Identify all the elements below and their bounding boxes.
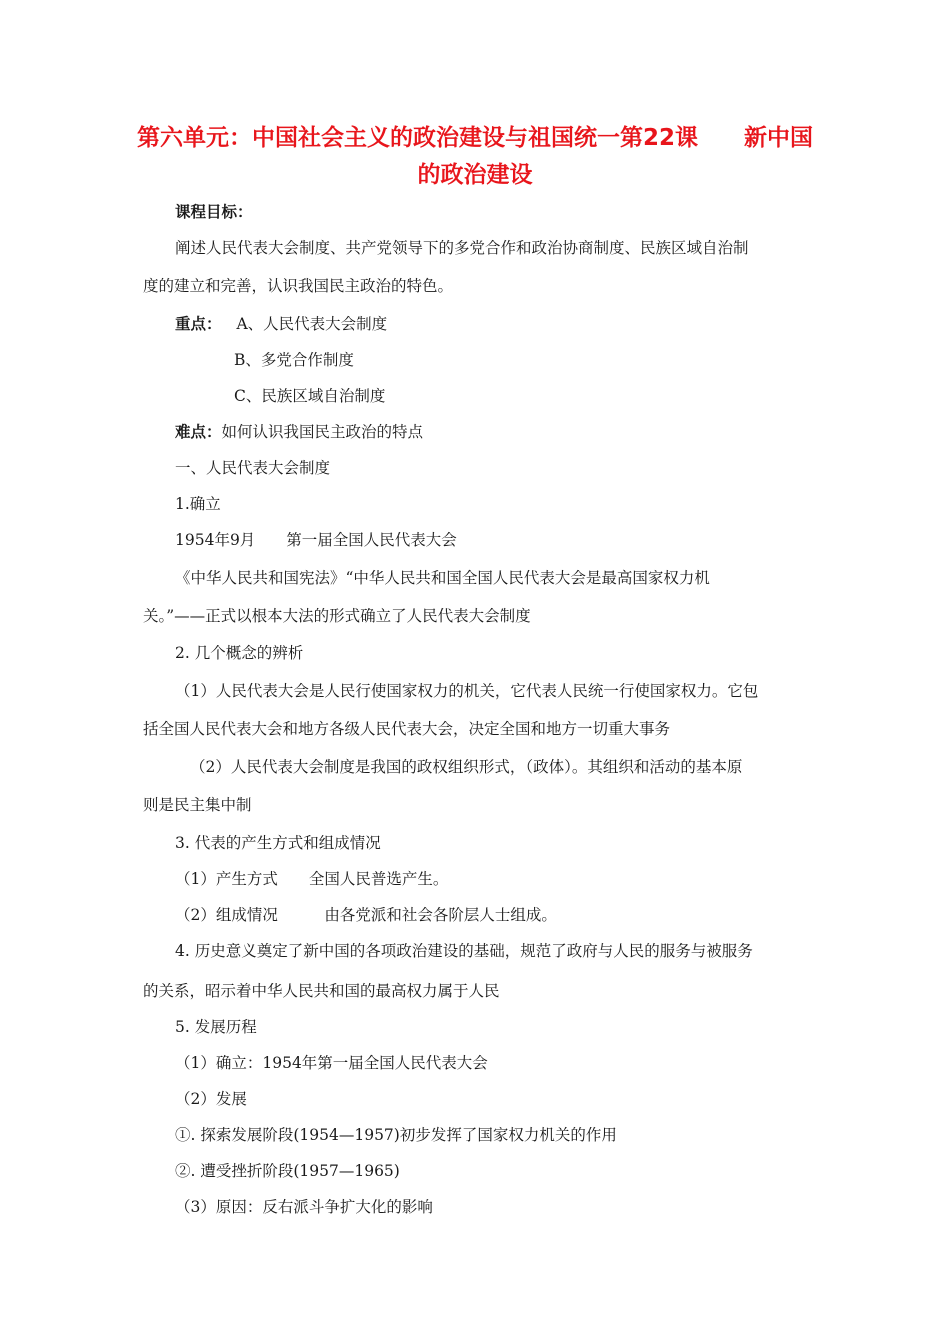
- concept-2-line-2: 则是民主集中制: [143, 796, 252, 814]
- development-establish: （1）确立：1954年第一届全国人民代表大会: [175, 1054, 488, 1072]
- constitution-text-1: 《中华人民共和国宪法》“中华人民共和国全国人民代表大会是最高国家权力机: [175, 569, 710, 587]
- key-label: 重点：: [175, 315, 222, 333]
- document-title-line-1: 第六单元：中国社会主义的政治建设与祖国统一第22课 新中国: [136, 125, 813, 151]
- concept-1-line-2: 括全国人民代表大会和地方各级人民代表大会，决定全国和地方一切重大事务: [143, 720, 671, 738]
- subsection-1-1: 1.确立: [175, 495, 221, 513]
- composition: （2）组成情况 由各党派和社会各阶层人士组成。: [175, 906, 557, 924]
- difficulty-label: 难点：: [175, 423, 222, 441]
- subsection-1-5: 5. 发展历程: [175, 1018, 257, 1036]
- development-stage-2: ②. 遭受挫折阶段(1957—1965): [175, 1162, 400, 1180]
- goal-text-line-1: 阐述人民代表大会制度、共产党领导下的多党合作和政治协商制度、民族区域自治制: [175, 239, 749, 257]
- subsection-1-2: 2. 几个概念的辨析: [175, 644, 304, 662]
- concept-2-line-1: （2）人民代表大会制度是我国的政权组织形式，（政体）。其组织和活动的基本原: [190, 758, 743, 776]
- document-title-line-2: 的政治建设: [417, 162, 533, 188]
- difficulty-text: 如何认识我国民主政治的特点: [221, 423, 424, 441]
- key-point-b: B、多党合作制度: [234, 351, 354, 369]
- development-label: （2）发展: [175, 1090, 247, 1108]
- establishment-date: 1954年9月 第一届全国人民代表大会: [175, 531, 457, 549]
- subsection-1-3: 3. 代表的产生方式和组成情况: [175, 834, 381, 852]
- key-points-row-1: [175, 314, 387, 334]
- difficulty-row: [175, 422, 423, 442]
- section-heading-1: 一、人民代表大会制度: [175, 459, 331, 477]
- development-cause: （3）原因：反右派斗争扩大化的影响: [175, 1198, 433, 1216]
- significance-line-1: 4. 历史意义奠定了新中国的各项政治建设的基础，规范了政府与人民的服务与被服务: [175, 942, 753, 960]
- constitution-text-2: 关。”——正式以根本大法的形式确立了人民代表大会制度: [143, 607, 531, 625]
- generation-method: （1）产生方式 全国人民普选产生。: [175, 870, 449, 888]
- significance-line-2: 的关系，昭示着中华人民共和国的最高权力属于人民: [143, 982, 500, 1000]
- key-point-c: C、民族区域自治制度: [234, 387, 386, 405]
- goal-text-line-2: 度的建立和完善，认识我国民主政治的特色。: [143, 277, 454, 295]
- concept-1-line-1: （1）人民代表大会是人民行使国家权力的机关，它代表人民统一行使国家权力。它包: [175, 682, 759, 700]
- goal-label: 课程目标：: [175, 203, 253, 221]
- key-point-a: A、人民代表大会制度: [236, 315, 388, 333]
- development-stage-1: ①. 探索发展阶段(1954—1957)初步发挥了国家权力机关的作用: [175, 1126, 617, 1144]
